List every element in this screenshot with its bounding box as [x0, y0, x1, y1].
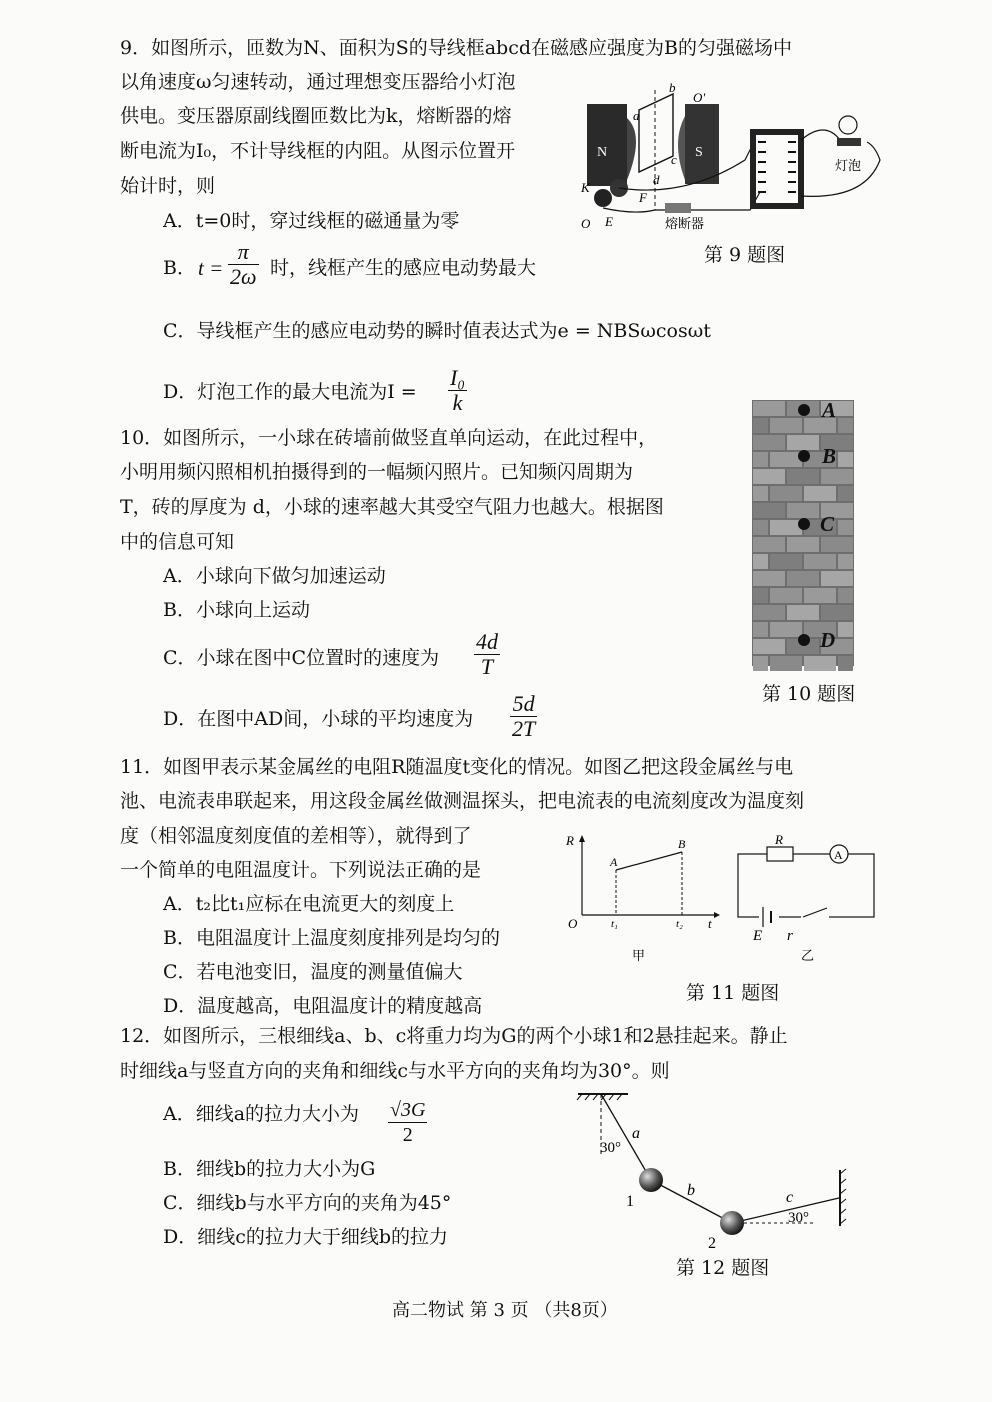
secondary-coil — [788, 142, 796, 192]
label-string-c: c — [786, 1189, 794, 1206]
q10-line-1: 10．如图所示，一小球在砖墙前做竖直单向运动，在此过程中， — [120, 427, 658, 449]
label-ball-2: 2 — [708, 1235, 716, 1252]
brick — [753, 469, 785, 484]
q11-option-d: D．温度越高，电阻温度计的精度越高 — [163, 995, 483, 1017]
brick — [804, 554, 836, 569]
q9-option-a: A．t=0时，穿过线框的磁通量为零 — [163, 210, 460, 232]
label-point-d: D — [820, 628, 836, 652]
brick — [787, 469, 819, 484]
brick — [787, 537, 819, 552]
brick — [838, 520, 853, 535]
brick — [753, 537, 785, 552]
label-resistor: R — [775, 832, 783, 847]
brick — [770, 622, 802, 637]
transformer-core — [753, 132, 801, 206]
label-t1: t₁ — [611, 918, 618, 930]
q12-option-a-fraction — [388, 1098, 427, 1147]
label-jia: 甲 — [632, 948, 646, 963]
brick — [753, 571, 785, 586]
brick — [804, 486, 836, 501]
label-point-b: B — [822, 444, 837, 468]
q11-figure-yi — [735, 830, 880, 965]
brick — [821, 469, 853, 484]
fuse-body — [665, 203, 691, 213]
q10-option-d-fraction — [510, 692, 537, 741]
primary-coil — [758, 142, 766, 192]
q9-option-b-eq: t = — [198, 256, 224, 280]
q11-option-c: C．若电池变旧，温度的测量值偏大 — [163, 961, 463, 983]
q10-option-a: A．小球向下做匀加速运动 — [163, 565, 386, 587]
brick — [804, 588, 836, 603]
q10-figure — [752, 400, 854, 666]
q10-option-c-den: T — [480, 654, 494, 679]
brick — [770, 656, 802, 671]
brick — [787, 605, 819, 620]
brick — [753, 452, 768, 467]
q10-option-d-den: 2T — [512, 716, 536, 741]
battery-gap — [759, 910, 779, 924]
r-axis-arrow — [579, 835, 585, 842]
q9-line-3: 供电。变压器原副线圈匝数比为k，熔断器的熔 — [120, 105, 512, 127]
lamp-base — [837, 138, 861, 146]
q10-option-b: B．小球向上运动 — [163, 599, 310, 621]
brick — [804, 656, 836, 671]
resistance-line — [616, 852, 682, 870]
resistor — [767, 847, 793, 861]
magnet-s-pole — [678, 116, 685, 180]
brick — [838, 452, 853, 467]
q10-figure-caption: 第 10 题图 — [762, 683, 856, 705]
q11-line-3: 度（相邻温度刻度值的差相等），就得到了 — [120, 825, 472, 847]
label-a: a — [633, 108, 640, 123]
brick — [787, 503, 819, 518]
q10-option-d-num: 5d — [510, 692, 537, 717]
q9-option-b-label: B． — [163, 257, 196, 279]
label-b: b — [669, 80, 676, 95]
brick — [821, 537, 853, 552]
ball-1 — [639, 1168, 663, 1192]
label-fuse: 熔断器 — [665, 216, 705, 231]
q9-line-2: 以角速度ω匀速转动，通过理想变压器给小灯泡 — [120, 71, 516, 93]
label-string-a: a — [632, 1125, 640, 1142]
label-point-a: A — [822, 398, 837, 422]
label-ammeter: A — [834, 848, 843, 862]
q10-option-c-fraction — [474, 630, 500, 679]
brick — [838, 588, 853, 603]
q9-figure — [575, 80, 895, 240]
label-point-a: A — [610, 855, 618, 869]
page-footer: 高二物试 第 3 页 （共8页） — [392, 1300, 618, 1321]
q9-option-d-fraction — [448, 366, 467, 415]
label-string-b: b — [687, 1182, 695, 1199]
brick — [838, 622, 853, 637]
q9-line-4: 断电流为I₀，不计导线框的内阻。从图示位置开 — [120, 140, 516, 162]
q10-line-3: T，砖的厚度为 d，小球的速率越大其受空气阻力也越大。根据图 — [120, 496, 664, 518]
label-origin: O — [568, 916, 578, 931]
q10-option-c-num: 4d — [476, 629, 498, 654]
label-internal-r: r — [787, 928, 793, 944]
q12-line-1: 12．如图所示，三根细线a、b、c将重力均为G的两个小球1和2悬挂起来。静止 — [120, 1025, 788, 1047]
t-axis-arrow — [714, 912, 720, 918]
label-n: N — [597, 145, 608, 160]
q11-line-2: 池、电流表串联起来，用这段金属丝做测温探头，把电流表的电流刻度改为温度刻 — [120, 790, 805, 812]
label-c: c — [671, 152, 677, 167]
q10-option-c-text: C．小球在图中C位置时的速度为 — [163, 647, 440, 669]
brick — [753, 503, 785, 518]
q12-figure — [574, 1090, 854, 1250]
label-f: F — [639, 190, 647, 205]
label-d: d — [653, 172, 660, 187]
q10-line-4: 中的信息可知 — [120, 531, 235, 553]
brick — [821, 571, 853, 586]
coil-frame — [639, 94, 673, 172]
label-r-axis: R — [566, 833, 574, 848]
q9-option-c: C．导线框产生的感应电动势的瞬时值表达式为e = NBSωcosωt — [163, 320, 711, 342]
brick — [753, 435, 785, 450]
brick — [838, 554, 853, 569]
label-s: S — [695, 145, 703, 160]
brick — [753, 401, 785, 416]
brick — [753, 486, 768, 501]
q12-option-a-den: 2 — [402, 1124, 413, 1146]
brick — [753, 418, 768, 433]
ball-2 — [720, 1211, 744, 1235]
label-point-b: B — [678, 837, 686, 851]
label-point-c: C — [820, 512, 835, 536]
brick — [770, 486, 802, 501]
label-o1: O' — [693, 90, 706, 105]
brick — [770, 520, 802, 535]
q12-line-2: 时细线a与竖直方向的夹角和细线c与水平方向的夹角均为30°。则 — [120, 1060, 670, 1082]
magnet-n-pole — [627, 118, 636, 180]
q9-line-1: 9．如图所示，匝数为N、面积为S的导线框abcd在磁感应强度为B的匀强磁场中 — [120, 37, 792, 59]
q11-option-b: B．电阻温度计上温度刻度排列是均匀的 — [163, 927, 500, 949]
brick — [770, 418, 802, 433]
q12-option-d: D．细线c的拉力大于细线b的拉力 — [163, 1226, 449, 1248]
q9-option-b-text: 时，线框产生的感应电动势最大 — [270, 257, 537, 279]
ball-d — [798, 634, 810, 646]
brick — [838, 486, 853, 501]
q10-line-2: 小明用频闪照相机拍摄得到的一幅频闪照片。已知频闪周期为 — [120, 461, 634, 483]
brick — [753, 656, 768, 671]
q9-option-b-fraction — [228, 240, 259, 289]
q12-option-c: C．细线b与水平方向的夹角为45° — [163, 1192, 452, 1214]
ball-b — [798, 450, 810, 462]
ball-a — [798, 404, 810, 416]
brick — [753, 605, 785, 620]
q11-line-4: 一个简单的电阻温度计。下列说法正确的是 — [120, 859, 482, 881]
q12-option-a-text: A．细线a的拉力大小为 — [163, 1103, 360, 1125]
q10-option-d-text: D．在图中AD间，小球的平均速度为 — [163, 708, 474, 730]
q9-option-b-den: 2ω — [230, 264, 257, 289]
magnet-s — [685, 104, 719, 184]
circuit-loop — [738, 854, 874, 917]
q9-line-5: 始计时，则 — [120, 175, 216, 197]
brick — [838, 656, 853, 671]
ball-c — [798, 518, 810, 530]
brick — [753, 588, 768, 603]
brick — [770, 554, 802, 569]
brick — [787, 435, 819, 450]
label-angle-a: 30° — [600, 1140, 621, 1156]
q11-figure-jia — [566, 830, 721, 965]
q11-option-a: A．t₂比t₁应标在电流更大的刻度上 — [163, 893, 455, 915]
label-t2: t₂ — [676, 918, 683, 930]
q12-option-b: B．细线b的拉力大小为G — [163, 1158, 376, 1180]
q9-option-d-num: I₀ — [450, 365, 465, 390]
label-k: K — [581, 180, 590, 195]
brick — [753, 639, 785, 654]
q11-line-1: 11．如图甲表示某金属丝的电阻R随温度t变化的情况。如图乙把这段金属丝与电 — [120, 756, 794, 778]
q9-option-d-den: k — [452, 390, 463, 415]
q9-figure-caption: 第 9 题图 — [704, 244, 786, 266]
label-angle-c: 30° — [788, 1210, 809, 1226]
brick — [753, 622, 768, 637]
brick — [821, 605, 853, 620]
q11-figure-caption: 第 11 题图 — [686, 982, 780, 1004]
label-t-axis: t — [708, 916, 712, 931]
brick — [770, 452, 802, 467]
q9-option-b-num: π — [228, 240, 259, 265]
brick — [753, 520, 768, 535]
slip-ring-1 — [594, 189, 612, 207]
brick — [753, 554, 768, 569]
label-e: E — [605, 214, 613, 229]
q9-option-d-text: D．灯泡工作的最大电流为I = — [163, 381, 417, 403]
lamp-bulb — [839, 116, 857, 134]
brick — [787, 571, 819, 586]
string-a — [601, 1094, 651, 1180]
brick — [770, 588, 802, 603]
label-yi: 乙 — [801, 948, 815, 963]
label-lamp: 灯泡 — [835, 158, 862, 173]
brick — [838, 418, 853, 433]
q12-option-a-num: √3G — [390, 1099, 426, 1121]
label-o: O — [581, 216, 591, 231]
label-emf: E — [753, 928, 763, 944]
q12-figure-caption: 第 12 题图 — [676, 1257, 770, 1279]
label-ball-1: 1 — [626, 1193, 634, 1210]
